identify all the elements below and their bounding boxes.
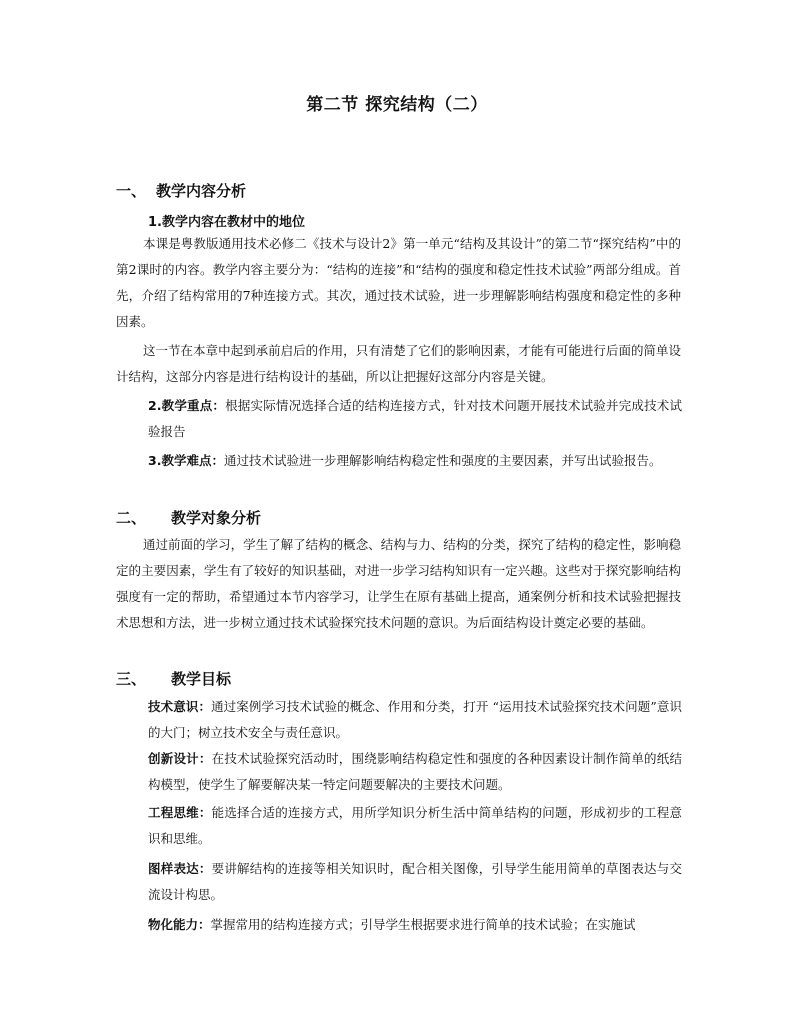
objective-item xyxy=(148,800,682,852)
difficulty-text: 通过技术试验进一步理解影响结构稳定性和强度的主要因素，并写出试验报告。 xyxy=(223,453,662,468)
section-number: 二、 xyxy=(116,509,147,527)
objective-item xyxy=(148,912,682,938)
objective-text: 通过案例学习技术试验的概念、作用和分类，打开 “运用技术试验探究技术问题”意识的大门；树立技术安全与责任意识。 xyxy=(148,699,682,740)
section-number: 一、 xyxy=(116,182,147,200)
paragraph-student-analysis: 通过前面的学习，学生了解了结构的概念、结构与力、结构的分类，探究了结构的稳定性，影响稳定的主要因素，学生有了较好的知识基础，对进一步学习结构知识有一定兴趣。这些对于探究影响结构强度有一定的帮助，希望通过本节内容学习，让学生在原有基础上提高，通案例分析和技术试验把握技术思想和方法，进一步树立通过技术试验探究技术问题的意识。为后面结构设计奠定必要的基础。 xyxy=(116,537,681,630)
objective-label: 工程思维： xyxy=(148,805,212,820)
section-title: 教学目标 xyxy=(171,670,232,688)
objective-label: 技术意识： xyxy=(148,699,212,714)
objective-item xyxy=(148,856,682,908)
objective-text: 要讲解结构的连接等相关知识时，配合相关图像，引导学生能用简单的草图表达与交流设计构思。 xyxy=(148,861,682,902)
section-title: 教学对象分析 xyxy=(171,509,262,527)
objective-item xyxy=(148,746,682,798)
section-number: 三、 xyxy=(116,670,147,688)
teaching-key-point xyxy=(148,393,682,445)
difficulty-label: 3.教学难点： xyxy=(148,453,224,468)
key-point-label: 2.教学重点： xyxy=(148,398,226,413)
section-heading-objectives xyxy=(116,668,231,689)
paragraph-content-role: 这一节在本章中起到承前启后的作用，只有清楚了它们的影响因素，才能有可能进行后面的简单设计结构，这部分内容是进行结构设计的基础，所以让把握好这部分内容是关键。 xyxy=(116,343,681,384)
key-point-text: 根据实际情况选择合适的结构连接方式，针对技术问题开展技术试验并完成技术试验报告 xyxy=(148,398,682,439)
objective-text: 掌握常用的结构连接方式；引导学生根据要求进行简单的技术试验；在实施试 xyxy=(210,917,636,932)
section-heading-content-analysis xyxy=(116,180,246,201)
objective-label: 物化能力： xyxy=(148,917,211,932)
objective-item xyxy=(148,694,682,746)
objective-label: 创新设计： xyxy=(148,751,212,766)
section-title: 教学内容分析 xyxy=(156,182,247,200)
page-title: 第二节 探究结构（二） xyxy=(306,95,488,115)
section-heading-student-analysis xyxy=(116,507,261,528)
objective-label: 图样表达： xyxy=(148,861,212,876)
subsection-heading-position: 1.教学内容在教材中的地位 xyxy=(148,215,305,230)
objective-text: 在技术试验探究活动时，围绕影响结构稳定性和强度的各种因素设计制作简单的纸结构模型，使学生了解要解决某一特定问题要解决的主要技术问题。 xyxy=(148,751,682,792)
objective-text: 能选择合适的连接方式，用所学知识分析生活中简单结构的问题，形成初步的工程意识和思维。 xyxy=(148,805,682,846)
paragraph-content-intro: 本课是粤教版通用技术必修二《技术与设计2》第一单元“结构及其设计”的第二节“探究结构”中的第2课时的内容。教学内容主要分为：“结构的连接”和“结构的强度和稳定性技术试验”两部分组成。首先，介绍了结构常用的7种连接方式。其次，通过技术试验，进一步理解影响结构强度和稳定性的多种因素。 xyxy=(116,236,681,329)
teaching-difficulty xyxy=(148,448,682,474)
